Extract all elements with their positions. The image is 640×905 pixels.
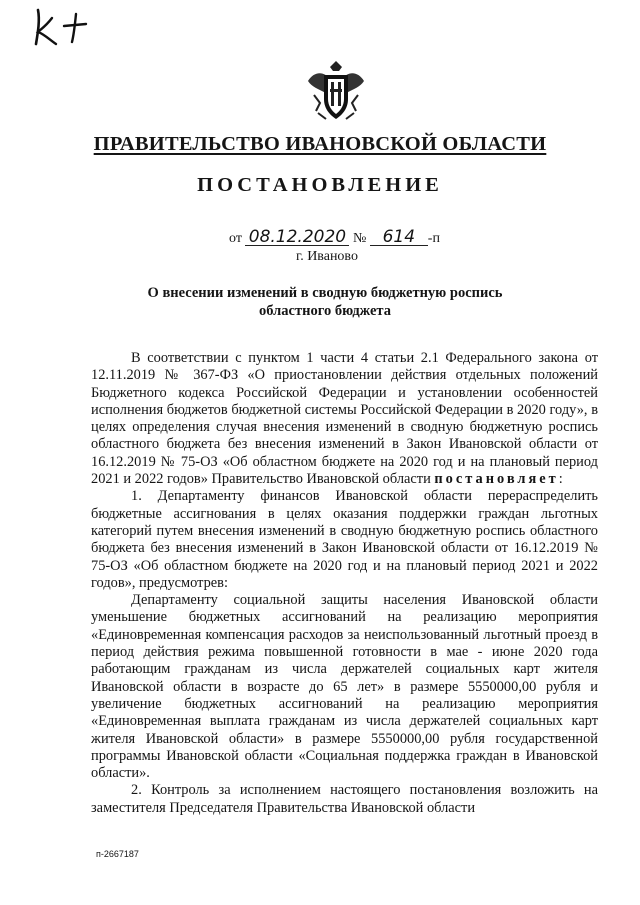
document-type: ПОСТАНОВЛЕНИЕ (197, 174, 443, 196)
intro-text: В соответствии с пунктом 1 части 4 статьи 2.1 Федерального закона от 12.11.2019 № 367-ФЗ «О приостановлении действия отдельных положений Бюджетного кодекса Российской Федерации и установлении особенностей исполнения бюджетов бюджетной системы Российской Федерации в 2020 году», в целях определения случая внесения изменений в сводную бюджетную роспись областного бюджета без внесения изменений в Закон Ивановской области от 16.12.2019 № 75-ОЗ «Об областном бюджете на 2020 год и на плановый период 2021 и 2022 годов» Правительство Ивановской области (91, 350, 598, 488)
footer-code: п-2667187 (96, 849, 139, 859)
paragraph-2: Департаменту социальной защиты населения Ивановской области уменьшение бюджетных ассигнований на реализацию мероприятия «Единовременная компенсация расходов за неиспользованный льготный проезд в период действия режима повышенной готовности в мае - июне 2020 года работающим гражданам из числа держателей социальных карт жителя Ивановской области в возрасте до 65 лет» в размере 5550000,00 рубля и увеличение бюджетных ассигнований на реализацию мероприятия «Единовременная выплата гражданам из числа держателей социальных карт жителя Ивановской области» в размере 5550000,00 рубля государственной программы Ивановской области «Социальная поддержка граждан в Ивановской области». (91, 592, 598, 782)
subject-heading (90, 284, 560, 320)
number-suffix: -п (427, 231, 440, 246)
paragraph-1: 1. Департаменту финансов Ивановской области перераспределить бюджетные ассигнования в целях оказания поддержки граждан льготных категорий путем внесения изменений в сводную бюджетную роспись областного бюджета без внесения изменений в Закон Ивановской области от 16.12.2019 № 75-ОЗ «Об областном бюджете на 2020 год и на плановый период 2021 и 2022 годов», предусмотрев: (91, 488, 598, 591)
date-field: 08.12.2020 (245, 229, 349, 246)
document-body (91, 350, 598, 817)
city: г. Иваново (296, 249, 358, 264)
intro-end: : (558, 471, 563, 488)
number-sign: № (352, 231, 367, 246)
intro-paragraph (91, 350, 598, 488)
date-line (229, 229, 440, 247)
subject-line-2: областного бюджета (259, 303, 391, 319)
handwritten-mark (30, 6, 90, 48)
subject-line-1: О внесении изменений в сводную бюджетную роспись (147, 285, 503, 301)
government-title: ПРАВИТЕЛЬСТВО ИВАНОВСКОЙ ОБЛАСТИ (93, 133, 547, 155)
resolves-word: постановляет (434, 471, 559, 488)
date-prefix: от (229, 231, 242, 246)
number-field: 614 (370, 229, 428, 246)
coat-of-arms-icon (304, 59, 368, 123)
paragraph-3: 2. Контроль за исполнением настоящего постановления возложить на заместителя Председателя Правительства Ивановской области (91, 782, 598, 816)
